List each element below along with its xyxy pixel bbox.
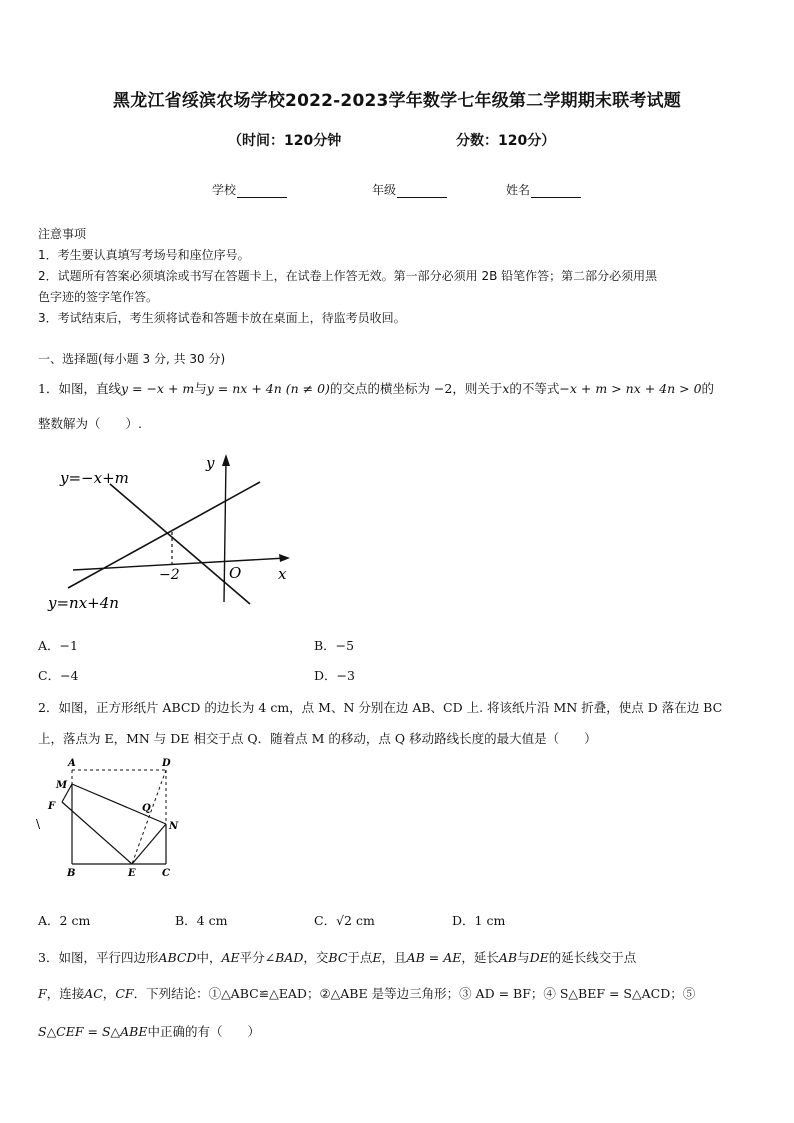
notice-item-3: 3．考试结束后，考生须将试卷和答题卡放在桌面上，待监考员收回。 (38, 311, 406, 325)
notice-block (38, 224, 657, 329)
q1-option-a[interactable]: A．−1 (38, 638, 78, 653)
tick-label-neg-2: −2 (159, 567, 180, 583)
time-limit: （时间：120分钟 (228, 133, 342, 149)
q3-t10: ，连接 (46, 986, 85, 1001)
q3-abcd: ABCD (158, 950, 197, 965)
q1-eq-1: y = −x + m (120, 381, 195, 396)
q3-cf: CF (115, 986, 134, 1001)
y-axis (224, 460, 226, 602)
label-line-top: y=−x+m (60, 469, 129, 487)
y-axis-arrow (222, 454, 230, 466)
label-m: M (56, 780, 68, 791)
q1-eq-2: y = nx + 4n (n ≠ 0) (206, 381, 330, 396)
q3-t4: ，交 (303, 950, 329, 965)
q1-text-3: 的交点的横坐标为 −2，则关于 (329, 381, 503, 396)
axis-label-x: x (278, 565, 287, 583)
question-1-line-2: 整数解为（ ）. (38, 416, 142, 431)
q1-graph-figure (38, 448, 308, 618)
label-b: B (67, 868, 76, 879)
q1-option-d[interactable]: D．−3 (314, 668, 355, 683)
q3-t8: 与 (517, 950, 530, 965)
name-label: 姓名 (506, 183, 531, 197)
q2-square-figure (34, 754, 194, 884)
q3-t11: ， (102, 986, 116, 1001)
q1-var: x (502, 381, 510, 396)
q3-t13: 中正确的有（ ） (147, 1024, 260, 1039)
label-f: F (48, 801, 56, 812)
notice-item-2b: 色字迹的签字笔作答。 (38, 290, 159, 304)
label-n: N (169, 821, 179, 832)
notice-item-1: 1．考生要认真填写考场号和座位序号。 (38, 248, 250, 262)
q3-t6: ，且 (381, 950, 407, 965)
q3-ac: AC (84, 986, 103, 1001)
axis-label-y: y (206, 454, 215, 472)
q1-option-c[interactable]: C．−4 (38, 668, 79, 683)
line-y-neg-x-plus-m (110, 484, 250, 604)
total-score: 分数：120分） (456, 133, 556, 149)
question-3-line-3 (38, 1022, 260, 1040)
q3-t9: 的延长线交于点 (548, 950, 637, 965)
school-blank[interactable] (237, 186, 287, 198)
q3-bc: BC (328, 950, 348, 965)
stray-backslash: \ (36, 817, 41, 831)
label-a: A (68, 758, 76, 769)
q3-de: DE (529, 950, 549, 965)
grade-label: 年级 (372, 183, 397, 197)
q3-f: F (38, 986, 47, 1001)
label-q: Q (142, 803, 151, 814)
school-field (212, 181, 287, 198)
question-2-line-1: 2．如图，正方形纸片 ABCD 的边长为 4 cm，点 M、N 分别在边 AB、CD 上. 将该纸片沿 MN 折叠，使点 D 落在边 BC (38, 700, 723, 715)
q1-inequality: −x + m > nx + 4n > 0 (559, 381, 702, 396)
q2-option-d[interactable]: D．1 cm (452, 913, 506, 928)
q2-option-a[interactable]: A．2 cm (38, 913, 91, 928)
q3-t3: 平分 (239, 950, 265, 965)
q2-option-c[interactable]: C．√2 cm (314, 913, 375, 928)
segment-en (132, 824, 166, 864)
q3-t12: ．下列结论：①△ABC≌△EAD；②△ABE 是等边三角形；③ AD = BF；④ S△BEF = S△ACD；⑤ (133, 986, 696, 1001)
q3-t7: ，延长 (461, 950, 499, 965)
q3-ab: AB (498, 950, 518, 965)
q3-t2: 中， (196, 950, 222, 965)
origin-label: O (229, 564, 242, 582)
x-axis-arrow (279, 554, 290, 562)
school-label: 学校 (212, 183, 237, 197)
q1-text-4: 的不等式 (509, 381, 560, 396)
q3-t1: 3．如图，平行四边形 (38, 950, 159, 965)
q3-area-eq: S△CEF = S△ABE (38, 1024, 148, 1039)
label-c: C (162, 868, 170, 879)
q1-text-1: 1．如图，直线 (38, 381, 121, 396)
q3-angle-bad: ∠BAD (264, 950, 304, 965)
section-heading: 一、选择题(每小题 3 分, 共 30 分) (38, 352, 226, 366)
page-title: 黑龙江省绥滨农场学校2022-2023学年数学七年级第二学期期末联考试题 (113, 91, 681, 111)
label-e: E (128, 868, 136, 879)
notice-item-2a: 2．试题所有答案必须填涂或书写在答题卡上，在试卷上作答无效。第一部分必须用 2B 铅笔作答；第二部分必须用黑 (38, 269, 658, 283)
question-3-line-1 (38, 948, 636, 966)
q3-ae: AE (221, 950, 240, 965)
grade-field (372, 181, 447, 198)
question-1-line-1 (38, 379, 714, 397)
name-blank[interactable] (531, 186, 581, 198)
q1-text-5: 的 (701, 381, 715, 396)
q3-e: E (372, 950, 382, 965)
q2-option-b[interactable]: B．4 cm (175, 913, 228, 928)
name-field (506, 181, 581, 198)
label-d: D (162, 758, 171, 769)
label-line-bottom: y=nx+4n (48, 594, 119, 612)
q3-eq: AB = AE (406, 950, 462, 965)
question-2-line-2: 上，落点为 E，MN 与 DE 相交于点 Q．随着点 M 的移动，点 Q 移动路线长度的最大值是（ ） (38, 731, 597, 746)
question-3-line-2 (38, 984, 695, 1002)
fold-mn (72, 784, 166, 824)
q3-t5: 于点 (347, 950, 373, 965)
notice-heading: 注意事项 (38, 227, 87, 241)
q1-option-b[interactable]: B．−5 (314, 638, 355, 653)
grade-blank[interactable] (397, 186, 447, 198)
q1-text-2: 与 (194, 381, 207, 396)
